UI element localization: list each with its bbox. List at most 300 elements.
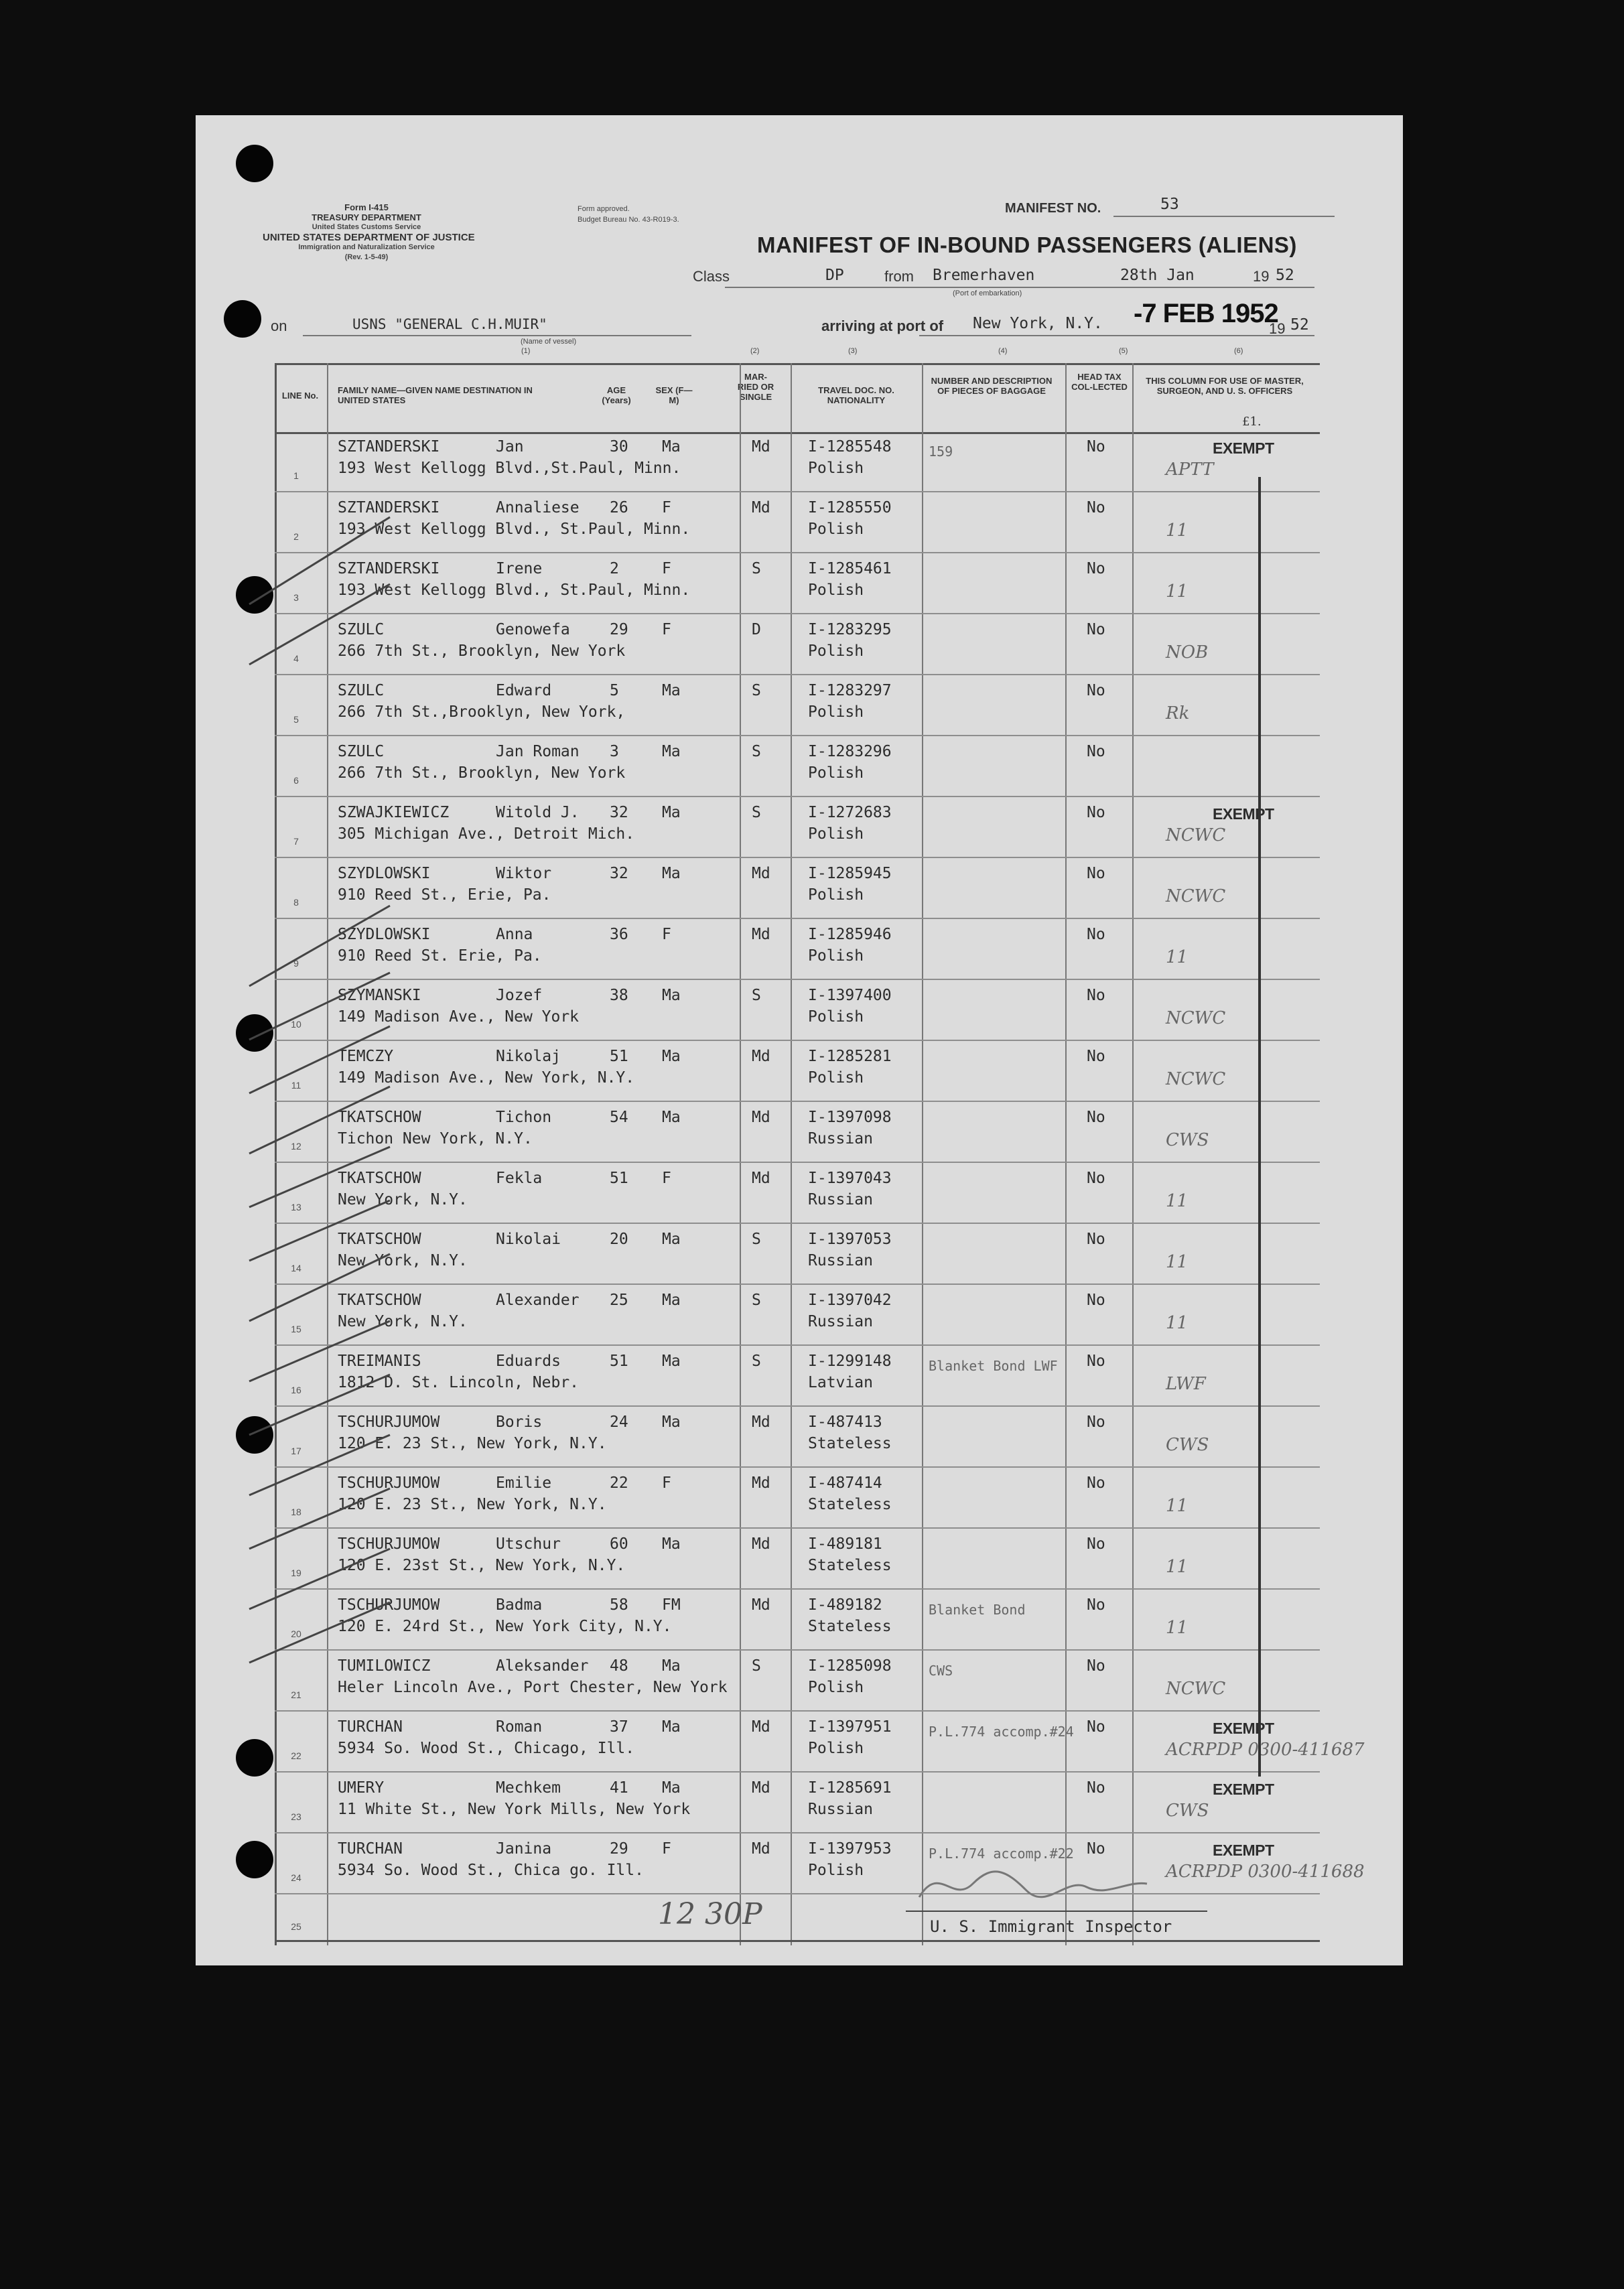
nationality: Russian — [808, 1130, 873, 1148]
given-name: Alexander — [496, 1292, 580, 1309]
officer-note: CWS — [1166, 1801, 1209, 1821]
nationality: Russian — [808, 1191, 873, 1208]
class-label: Class — [693, 268, 730, 285]
travel-doc-no: I-1397053 — [808, 1231, 892, 1248]
sex: Ma — [662, 682, 681, 699]
col-age: AGE (Years) — [602, 385, 631, 405]
year-prefix: 19 — [1253, 268, 1270, 285]
col-number-5: (5) — [1119, 347, 1128, 355]
sex: Ma — [662, 743, 681, 760]
nationality: Stateless — [808, 1435, 892, 1452]
travel-doc-no: I-487413 — [808, 1413, 882, 1431]
table-row — [275, 796, 1320, 858]
travel-doc-no: I-1285946 — [808, 926, 892, 943]
head-tax: No — [1087, 987, 1105, 1004]
destination: 5934 So. Wood St., Chicago, Ill. — [338, 1740, 635, 1757]
head-tax: No — [1087, 621, 1105, 638]
surname: SZTANDERSKI — [338, 438, 440, 456]
sex: Ma — [662, 1657, 681, 1675]
travel-doc-no: I-1285548 — [808, 438, 892, 456]
table-row — [275, 1284, 1320, 1346]
officer-note: 11 — [1166, 1252, 1189, 1272]
nationality: Polish — [808, 886, 864, 904]
officer-note: 11 — [1166, 1191, 1189, 1211]
departure-date: 28th Jan — [1120, 267, 1195, 284]
arrival-year-suffix: 52 — [1290, 316, 1309, 334]
officer-note: NCWC — [1166, 886, 1226, 906]
head-tax: No — [1087, 865, 1105, 882]
given-name: Aleksander — [496, 1657, 589, 1675]
marital-status: Md — [752, 1718, 770, 1736]
given-name: Emilie — [496, 1474, 552, 1492]
sex: F — [662, 1840, 671, 1858]
officer-note: 11 — [1166, 947, 1189, 967]
signature-line — [906, 1911, 1207, 1912]
table-row — [275, 1710, 1365, 1773]
table-row — [275, 430, 1320, 492]
baggage: P.L.774 accomp.#22 — [929, 1846, 1074, 1862]
marital-status: S — [752, 743, 761, 760]
age: 29 — [610, 1840, 628, 1858]
line-number: 4 — [293, 653, 299, 664]
travel-doc-no: I-1397043 — [808, 1170, 892, 1187]
manifest-page — [196, 115, 1403, 1965]
nationality: Polish — [808, 1679, 864, 1696]
marital-status: Md — [752, 1840, 770, 1858]
table-row — [275, 1344, 1320, 1407]
officer-note: ACRPDP 0300-411687 — [1166, 1740, 1365, 1760]
destination: 266 7th St., Brooklyn, New York — [338, 764, 626, 782]
marital-status: Md — [752, 438, 770, 456]
col-baggage: NUMBER AND DESCRIPTION OF PIECES OF BAGGAGE — [931, 376, 1053, 396]
given-name: Nikolaj — [496, 1048, 561, 1065]
given-name: Annaliese — [496, 499, 580, 516]
destination: 120 E. 23 St., New York, N.Y. — [338, 1435, 607, 1452]
age: 54 — [610, 1109, 628, 1126]
head-tax: No — [1087, 1170, 1105, 1187]
on-label: on — [271, 318, 287, 334]
surname: TSCHURJUMOW — [338, 1413, 440, 1431]
given-name: Mechkem — [496, 1779, 561, 1797]
given-name: Jozef — [496, 987, 543, 1004]
officer-note: 11 — [1166, 521, 1189, 541]
sex: F — [662, 1474, 671, 1492]
col-number-2: (2) — [750, 347, 760, 355]
surname: TUMILOWICZ — [338, 1657, 431, 1675]
nationality: Polish — [808, 642, 864, 660]
destination: 305 Michigan Ave., Detroit Mich. — [338, 825, 635, 843]
head-tax: No — [1087, 1779, 1105, 1797]
baggage: Blanket Bond LWF — [929, 1358, 1058, 1374]
destination: Tichon New York, N.Y. — [338, 1130, 533, 1148]
age: 30 — [610, 438, 628, 456]
head-tax: No — [1087, 1474, 1105, 1492]
age: 37 — [610, 1718, 628, 1736]
line-number: 15 — [291, 1324, 301, 1334]
surname: SZULC — [338, 743, 385, 760]
line-number: 5 — [293, 714, 299, 725]
baggage: P.L.774 accomp.#24 — [929, 1724, 1074, 1740]
sex: Ma — [662, 1413, 681, 1431]
age: 48 — [610, 1657, 628, 1675]
destination: Heler Lincoln Ave., Port Chester, New York — [338, 1679, 728, 1696]
nationality: Polish — [808, 1740, 864, 1757]
table-row — [275, 1040, 1320, 1102]
head-tax: No — [1087, 1292, 1105, 1309]
sex: Ma — [662, 865, 681, 882]
surname: SZYDLOWSKI — [338, 926, 431, 943]
table-row — [275, 1771, 1320, 1833]
head-tax: No — [1087, 804, 1105, 821]
surname: TKATSCHOW — [338, 1170, 421, 1187]
table-row — [275, 735, 1320, 797]
age: 36 — [610, 926, 628, 943]
approval-block — [578, 204, 679, 225]
ins-service: Immigration and Naturalization Service — [298, 243, 435, 251]
travel-doc-no: I-1285550 — [808, 499, 892, 516]
table-row — [275, 674, 1320, 736]
form-approved: Form approved. — [578, 205, 630, 213]
col-number-3: (3) — [848, 347, 858, 355]
agency-block — [263, 202, 475, 263]
travel-doc-no: I-489182 — [808, 1596, 882, 1614]
officer-note: NOB — [1166, 642, 1209, 663]
destination: 120 E. 24rd St., New York City, N.Y. — [338, 1618, 672, 1635]
table-row — [275, 1832, 1365, 1894]
officer-stamp: EXEMPT — [1213, 439, 1274, 457]
col-sex: SEX (F—M) — [655, 385, 693, 405]
line-number: 19 — [291, 1568, 301, 1578]
table-row — [275, 1223, 1320, 1285]
travel-doc-no: I-489181 — [808, 1535, 882, 1553]
age: 60 — [610, 1535, 628, 1553]
marital-status: Md — [752, 1413, 770, 1431]
class-value: DP — [825, 267, 844, 284]
age: 24 — [610, 1413, 628, 1431]
inspector-signature — [912, 1857, 1154, 1911]
surname: SZYMANSKI — [338, 987, 421, 1004]
arriving-label: arriving at port of — [821, 318, 944, 334]
destination: 1812 D. St. Lincoln, Nebr. — [338, 1374, 580, 1391]
check-marks — [243, 437, 403, 1877]
destination: 149 Madison Ave., New York, N.Y. — [338, 1069, 635, 1087]
destination: 120 E. 23 St., New York, N.Y. — [338, 1496, 607, 1513]
surname: TKATSCHOW — [338, 1231, 421, 1248]
head-tax: No — [1087, 1657, 1105, 1675]
baggage: 159 — [929, 443, 953, 460]
col-number-4: (4) — [998, 347, 1008, 355]
age: 2 — [610, 560, 619, 577]
line-number: 9 — [293, 958, 299, 969]
line-number: 10 — [291, 1019, 301, 1030]
fee-note: £1. — [1242, 415, 1262, 429]
given-name: Jan — [496, 438, 524, 456]
sex: Ma — [662, 1048, 681, 1065]
age: 51 — [610, 1170, 628, 1187]
officer-note: 11 — [1166, 1313, 1189, 1333]
officer-bracket-line — [1258, 477, 1261, 1777]
surname: TSCHURJUMOW — [338, 1474, 440, 1492]
surname: SZULC — [338, 621, 385, 638]
travel-doc-no: I-487414 — [808, 1474, 882, 1492]
line-number: 22 — [291, 1750, 301, 1761]
travel-doc-no: I-1397042 — [808, 1292, 892, 1309]
table-row — [275, 918, 1320, 980]
surname: SZTANDERSKI — [338, 499, 440, 516]
col-head-tax: HEAD TAX COL-LECTED — [1071, 372, 1128, 392]
age: 32 — [610, 865, 628, 882]
nationality: Russian — [808, 1801, 873, 1818]
surname: TSCHURJUMOW — [338, 1535, 440, 1553]
surname: TKATSCHOW — [338, 1109, 421, 1126]
surname: TKATSCHOW — [338, 1292, 421, 1309]
head-tax: No — [1087, 926, 1105, 943]
nationality: Polish — [808, 521, 864, 538]
marital-status: S — [752, 1231, 761, 1248]
nationality: Polish — [808, 703, 864, 721]
age: 32 — [610, 804, 628, 821]
punch-hole — [236, 145, 273, 182]
travel-doc-no: I-1272683 — [808, 804, 892, 821]
destination: 193 West Kellogg Blvd., St.Paul, Minn. — [338, 581, 691, 599]
marital-status: Md — [752, 926, 770, 943]
travel-doc-no: I-1397400 — [808, 987, 892, 1004]
age: 25 — [610, 1292, 628, 1309]
customs-service: United States Customs Service — [312, 223, 421, 231]
line-number: 7 — [293, 836, 299, 847]
travel-doc-no: I-1299148 — [808, 1352, 892, 1370]
punch-hole — [224, 300, 261, 338]
sex: F — [662, 560, 671, 577]
treasury-dept: TREASURY DEPARTMENT — [312, 212, 421, 222]
col-travel-doc: TRAVEL DOC. NO. NATIONALITY — [818, 385, 894, 405]
destination: 193 West Kellogg Blvd.,St.Paul, Minn. — [338, 460, 681, 477]
baggage: Blanket Bond — [929, 1602, 1026, 1618]
table-row — [275, 613, 1320, 675]
given-name: Eduards — [496, 1352, 561, 1370]
given-name: Genowefa — [496, 621, 570, 638]
officer-stamp: EXEMPT — [1213, 1842, 1274, 1859]
line-number: 21 — [291, 1689, 301, 1700]
table-row — [275, 979, 1320, 1041]
destination: 266 7th St., Brooklyn, New York — [338, 642, 626, 660]
marital-status: D — [752, 621, 761, 638]
destination: 910 Reed St., Erie, Pa. — [338, 886, 551, 904]
nationality: Stateless — [808, 1557, 892, 1574]
given-name: Janina — [496, 1840, 552, 1858]
sex: Ma — [662, 1779, 681, 1797]
nationality: Latvian — [808, 1374, 873, 1391]
manifest-no-value: 53 — [1160, 196, 1179, 213]
given-name: Tichon — [496, 1109, 552, 1126]
officer-note: NCWC — [1166, 1679, 1226, 1699]
officer-note: CWS — [1166, 1130, 1209, 1150]
head-tax: No — [1087, 1718, 1105, 1736]
age: 20 — [610, 1231, 628, 1248]
head-tax: No — [1087, 560, 1105, 577]
officer-note: NCWC — [1166, 825, 1226, 845]
sex: Ma — [662, 1718, 681, 1736]
officer-note: NCWC — [1166, 1008, 1226, 1028]
surname: SZTANDERSKI — [338, 560, 440, 577]
sex: F — [662, 1170, 671, 1187]
given-name: Witold J. — [496, 804, 580, 821]
nationality: Polish — [808, 825, 864, 843]
marital-status: Md — [752, 1596, 770, 1614]
manifest-no-label: MANIFEST NO. — [1005, 201, 1101, 216]
col-name: FAMILY NAME—GIVEN NAME DESTINATION IN UNITED STATES — [338, 385, 533, 405]
marital-status: Md — [752, 1535, 770, 1553]
table-header — [275, 363, 1320, 434]
line-number: 13 — [291, 1202, 301, 1212]
col-number-1: (1) — [521, 347, 531, 355]
arrival-port: New York, N.Y. — [973, 315, 1103, 332]
officer-note: NCWC — [1166, 1069, 1226, 1089]
marital-status: S — [752, 987, 761, 1004]
age: 3 — [610, 743, 619, 760]
destination: New York, N.Y. — [338, 1313, 468, 1330]
nationality: Polish — [808, 764, 864, 782]
age: 58 — [610, 1596, 628, 1614]
col-officers: THIS COLUMN FOR USE OF MASTER, SURGEON, AND U. S. OFFICERS — [1146, 376, 1304, 396]
given-name: Fekla — [496, 1170, 543, 1187]
destination: 11 White St., New York Mills, New York — [338, 1801, 691, 1818]
destination: 5934 So. Wood St., Chica go. Ill. — [338, 1862, 644, 1879]
handwritten-total: 12 30P — [658, 1897, 762, 1931]
vessel-note: (Name of vessel) — [521, 338, 577, 346]
sex: Ma — [662, 1292, 681, 1309]
given-name: Boris — [496, 1413, 543, 1431]
travel-doc-no: I-1285691 — [808, 1779, 892, 1797]
vessel-name: USNS "GENERAL C.H.MUIR" — [352, 316, 547, 332]
nationality: Polish — [808, 947, 864, 965]
table-row — [275, 857, 1320, 919]
line-number: 23 — [291, 1811, 301, 1822]
justice-dept: UNITED STATES DEPARTMENT OF JUSTICE — [263, 232, 475, 243]
nationality: Russian — [808, 1252, 873, 1269]
sex: Ma — [662, 1231, 681, 1248]
travel-doc-no: I-1283295 — [808, 621, 892, 638]
marital-status: Md — [752, 499, 770, 516]
nationality: Polish — [808, 1862, 864, 1879]
head-tax: No — [1087, 499, 1105, 516]
destination: 910 Reed St. Erie, Pa. — [338, 947, 542, 965]
travel-doc-no: I-1397951 — [808, 1718, 892, 1736]
head-tax: No — [1087, 1352, 1105, 1370]
nationality: Stateless — [808, 1496, 892, 1513]
head-tax: No — [1087, 1840, 1105, 1858]
marital-status: S — [752, 1292, 761, 1309]
officer-stamp: EXEMPT — [1213, 1781, 1274, 1798]
destination: New York, N.Y. — [338, 1252, 468, 1269]
baggage: CWS — [929, 1663, 953, 1679]
line-number: 6 — [293, 775, 299, 786]
sex: F — [662, 621, 671, 638]
table-row — [275, 491, 1320, 553]
embarkation-note: (Port of embarkation) — [953, 289, 1022, 297]
line-number: 17 — [291, 1446, 301, 1456]
destination: 149 Madison Ave., New York — [338, 1008, 580, 1026]
sex: Ma — [662, 804, 681, 821]
sex: Ma — [662, 1535, 681, 1553]
officer-note: 11 — [1166, 1496, 1189, 1516]
col-married: MAR-RIED OR SINGLE — [737, 372, 774, 402]
officer-note: APTT — [1166, 460, 1214, 480]
marital-status: Md — [752, 1170, 770, 1187]
marital-status: S — [752, 1352, 761, 1370]
line-number: 2 — [293, 531, 299, 542]
travel-doc-no: I-1283297 — [808, 682, 892, 699]
age: 38 — [610, 987, 628, 1004]
marital-status: Md — [752, 865, 770, 882]
form-id: Form I-415 — [344, 202, 389, 212]
line-number: 20 — [291, 1628, 301, 1639]
table-row — [275, 1466, 1320, 1529]
surname: TREIMANIS — [338, 1352, 421, 1370]
nationality: Polish — [808, 581, 864, 599]
officer-note: LWF — [1166, 1374, 1206, 1394]
given-name: Wiktor — [496, 865, 552, 882]
sex: FM — [662, 1596, 681, 1614]
officer-note: Rk — [1166, 703, 1190, 723]
given-name: Roman — [496, 1718, 543, 1736]
age: 41 — [610, 1779, 628, 1797]
nationality: Polish — [808, 1008, 864, 1026]
line-number: 16 — [291, 1385, 301, 1395]
travel-doc-no: I-1285945 — [808, 865, 892, 882]
officer-note: 11 — [1166, 1618, 1189, 1638]
surname: SZYDLOWSKI — [338, 865, 431, 882]
line-number: 12 — [291, 1141, 301, 1152]
head-tax: No — [1087, 1413, 1105, 1431]
head-tax: No — [1087, 438, 1105, 456]
document-title: MANIFEST OF IN-BOUND PASSENGERS (ALIENS) — [757, 232, 1297, 257]
line-number-25: 25 — [291, 1921, 301, 1932]
officer-stamp: EXEMPT — [1213, 1720, 1274, 1737]
travel-doc-no: I-1397098 — [808, 1109, 892, 1126]
head-tax: No — [1087, 1596, 1105, 1614]
sex: F — [662, 499, 671, 516]
budget-bureau: Budget Bureau No. 43-R019-3. — [578, 216, 679, 224]
head-tax: No — [1087, 1231, 1105, 1248]
head-tax: No — [1087, 1535, 1105, 1553]
destination: 266 7th St.,Brooklyn, New York, — [338, 703, 626, 721]
year-suffix: 52 — [1276, 267, 1294, 284]
passenger-table — [275, 363, 1365, 1945]
surname: TURCHAN — [338, 1718, 403, 1736]
table-row — [275, 1649, 1320, 1712]
line-number: 24 — [291, 1872, 301, 1883]
travel-doc-no: I-1397953 — [808, 1840, 892, 1858]
line-number: 8 — [293, 897, 299, 908]
officer-note: 11 — [1166, 581, 1189, 602]
line-number: 1 — [293, 470, 299, 481]
destination: 193 West Kellogg Blvd., St.Paul, Minn. — [338, 521, 691, 538]
sex: F — [662, 926, 671, 943]
marital-status: Md — [752, 1779, 770, 1797]
travel-doc-no: I-1285461 — [808, 560, 892, 577]
surname: TURCHAN — [338, 1840, 403, 1858]
marital-status: S — [752, 804, 761, 821]
surname: TSCHURJUMOW — [338, 1596, 440, 1614]
line-number: 18 — [291, 1507, 301, 1517]
inspector-title: U. S. Immigrant Inspector — [930, 1917, 1172, 1936]
sex: Ma — [662, 1352, 681, 1370]
head-tax: No — [1087, 743, 1105, 760]
table-row — [275, 1527, 1320, 1590]
nationality: Polish — [808, 1069, 864, 1087]
given-name: Anna — [496, 926, 533, 943]
